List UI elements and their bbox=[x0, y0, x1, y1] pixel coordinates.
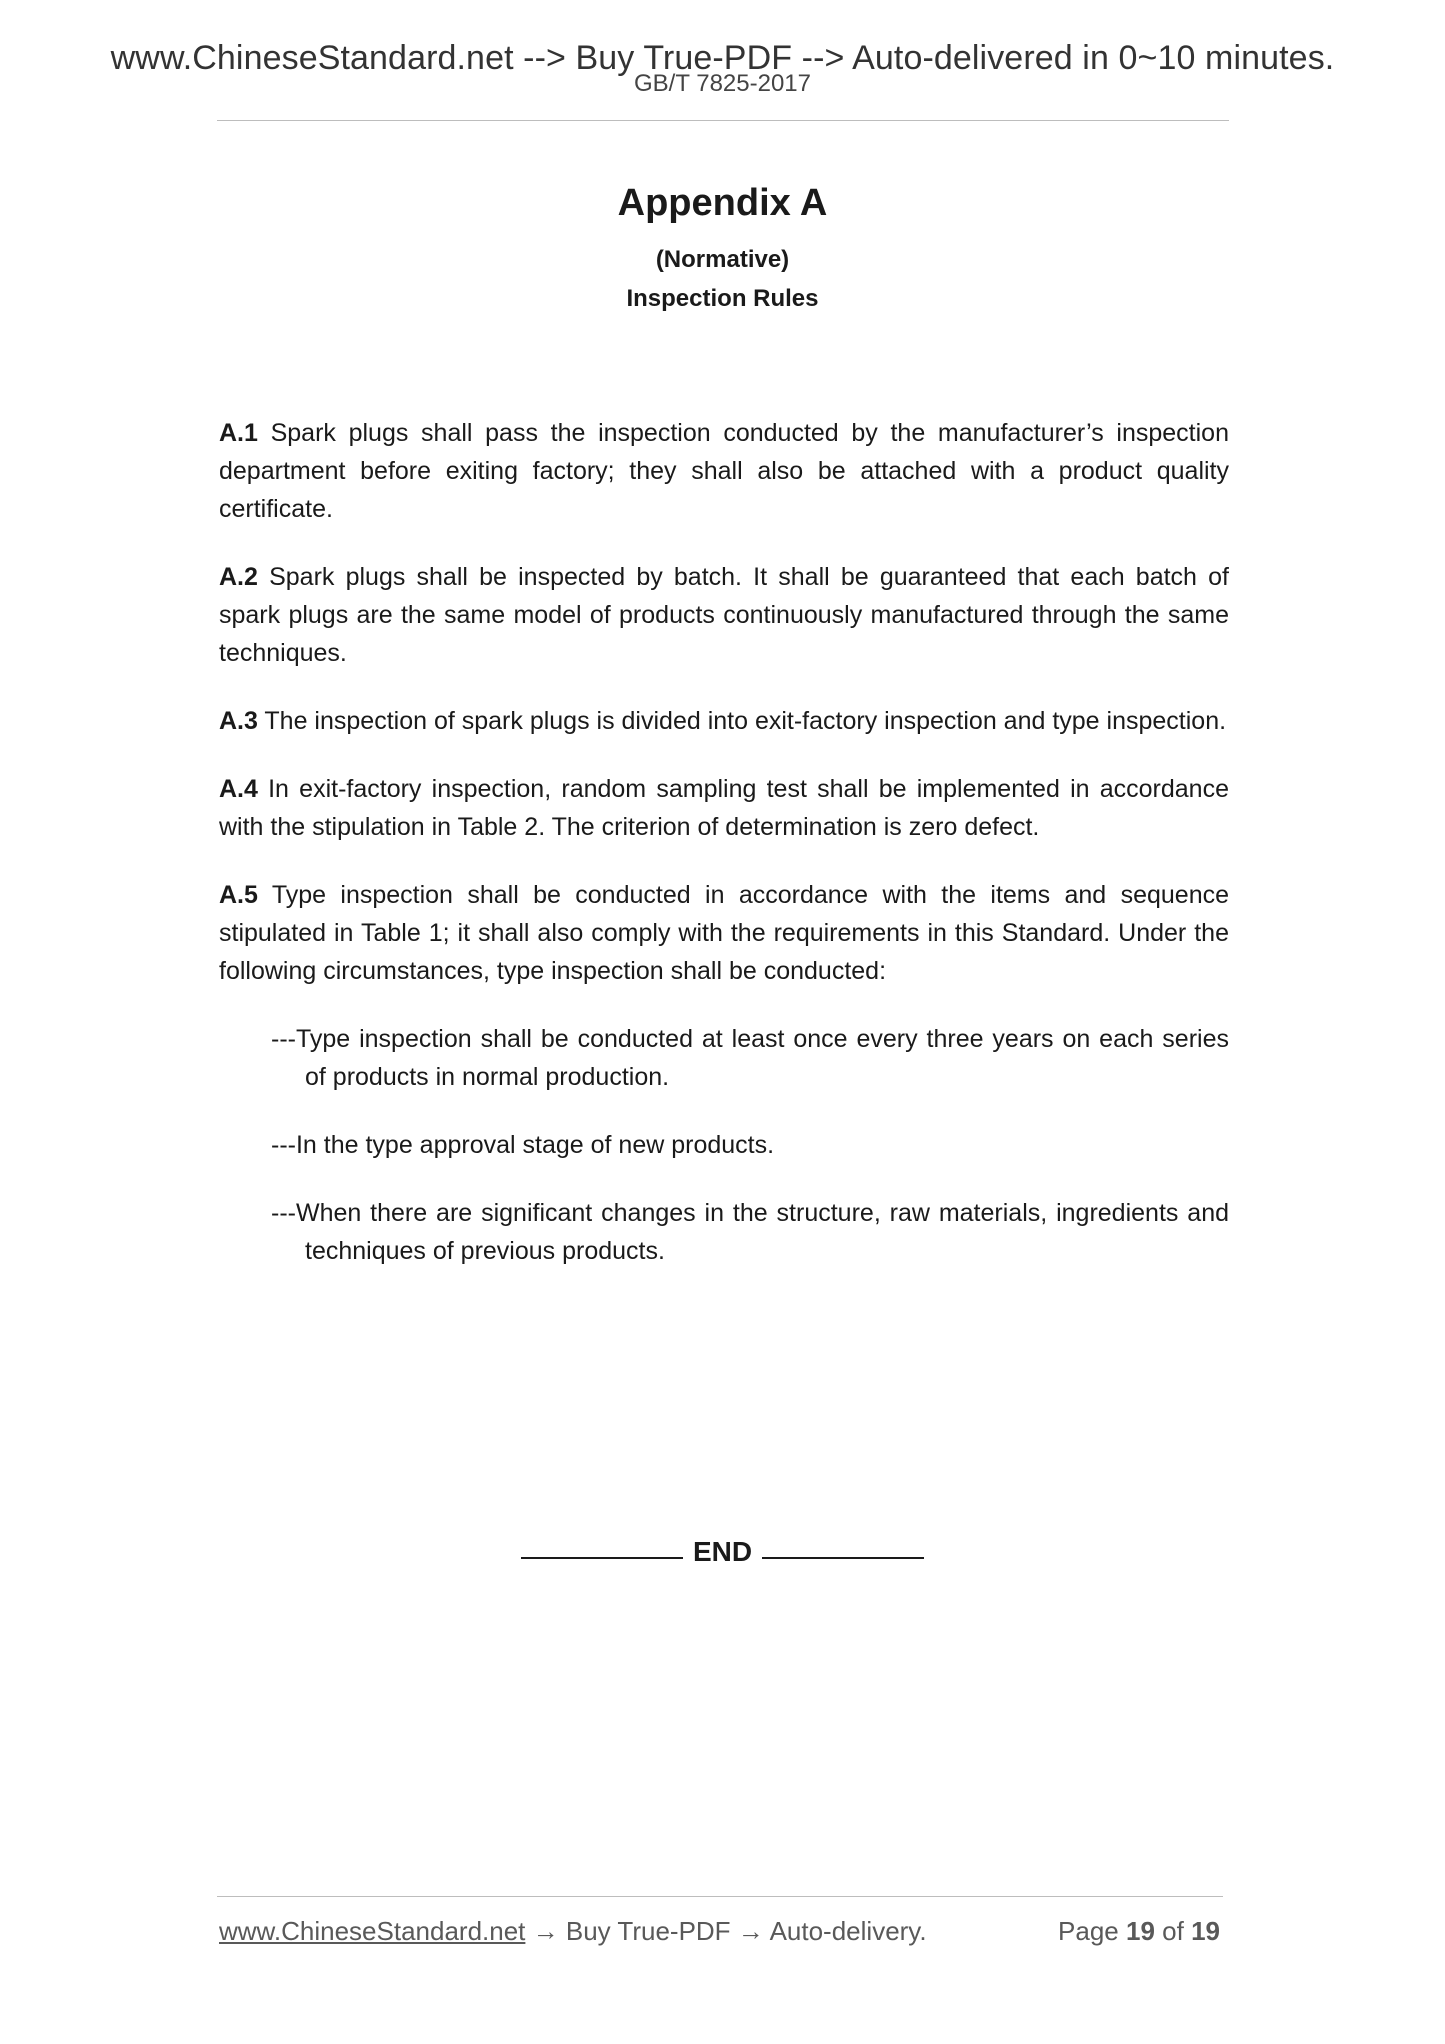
appendix-body bbox=[219, 414, 1229, 1300]
clause-number: A.2 bbox=[219, 563, 258, 591]
page-total: 19 bbox=[1191, 1916, 1220, 1946]
list-item: ---Type inspection shall be conducted at least once every three years on each series of products in normal production. bbox=[271, 1025, 1229, 1091]
clause-text: Spark plugs shall pass the inspection conducted by the manufacturer’s inspection department before exiting factory; they shall also be attached with a product quality certificate. bbox=[219, 419, 1229, 523]
clause-number: A.3 bbox=[219, 707, 258, 735]
clause-a5 bbox=[219, 876, 1229, 990]
appendix-subtitle: (Normative) bbox=[655, 246, 790, 273]
clause-a3 bbox=[219, 702, 1229, 740]
clause-text: In exit-factory inspection, random sampling test shall be implemented in accordance with the stipulation in Table 2. The criterion of determination is zero defect. bbox=[219, 775, 1229, 841]
footer-promo-text: → Buy True-PDF → Auto-delivery. bbox=[525, 1916, 927, 1946]
clause-a1 bbox=[219, 414, 1229, 528]
appendix-title: Appendix A bbox=[617, 182, 828, 224]
footer-divider bbox=[217, 1896, 1223, 1897]
clause-text: The inspection of spark plugs is divided into exit-factory inspection and type inspection. bbox=[257, 707, 1227, 735]
end-marker bbox=[0, 1534, 1445, 1570]
page-indicator bbox=[1058, 1915, 1220, 1947]
clause-number: A.1 bbox=[219, 419, 258, 447]
appendix-name: Inspection Rules bbox=[626, 285, 819, 312]
list-item: ---In the type approval stage of new products. bbox=[271, 1131, 775, 1159]
header-divider bbox=[217, 120, 1229, 121]
end-rule-left bbox=[521, 1557, 683, 1559]
clause-a2 bbox=[219, 558, 1229, 672]
footer-promo bbox=[219, 1915, 927, 1947]
clause-number: A.4 bbox=[219, 775, 258, 803]
clause-a4 bbox=[219, 770, 1229, 846]
page-label: Page bbox=[1058, 1916, 1119, 1946]
document-code: GB/T 7825-2017 bbox=[633, 70, 811, 97]
list-item: ---When there are significant changes in the structure, raw materials, ingredients and techniques of previous products. bbox=[271, 1199, 1229, 1265]
clause-text: Spark plugs shall be inspected by batch. It shall be guaranteed that each batch of spark plugs are the same model of products continuously manufactured through the same techniques. bbox=[219, 563, 1229, 667]
clause-number: A.5 bbox=[219, 881, 258, 909]
end-text: END bbox=[692, 1536, 753, 1567]
footer-site-link[interactable]: www.ChineseStandard.net bbox=[219, 1916, 526, 1946]
page-number: 19 bbox=[1126, 1916, 1155, 1946]
site-banner: www.ChineseStandard.net --> Buy True-PDF --> Auto-delivered in 0~10 minutes. bbox=[110, 39, 1335, 77]
of-label: of bbox=[1162, 1916, 1184, 1946]
clause-text: Type inspection shall be conducted in accordance with the items and sequence stipulated in Table 1; it shall also comply with the requirements in this Standard. Under the following circumstances, type inspection shall be conducted: bbox=[219, 881, 1229, 985]
end-rule-right bbox=[762, 1557, 924, 1559]
